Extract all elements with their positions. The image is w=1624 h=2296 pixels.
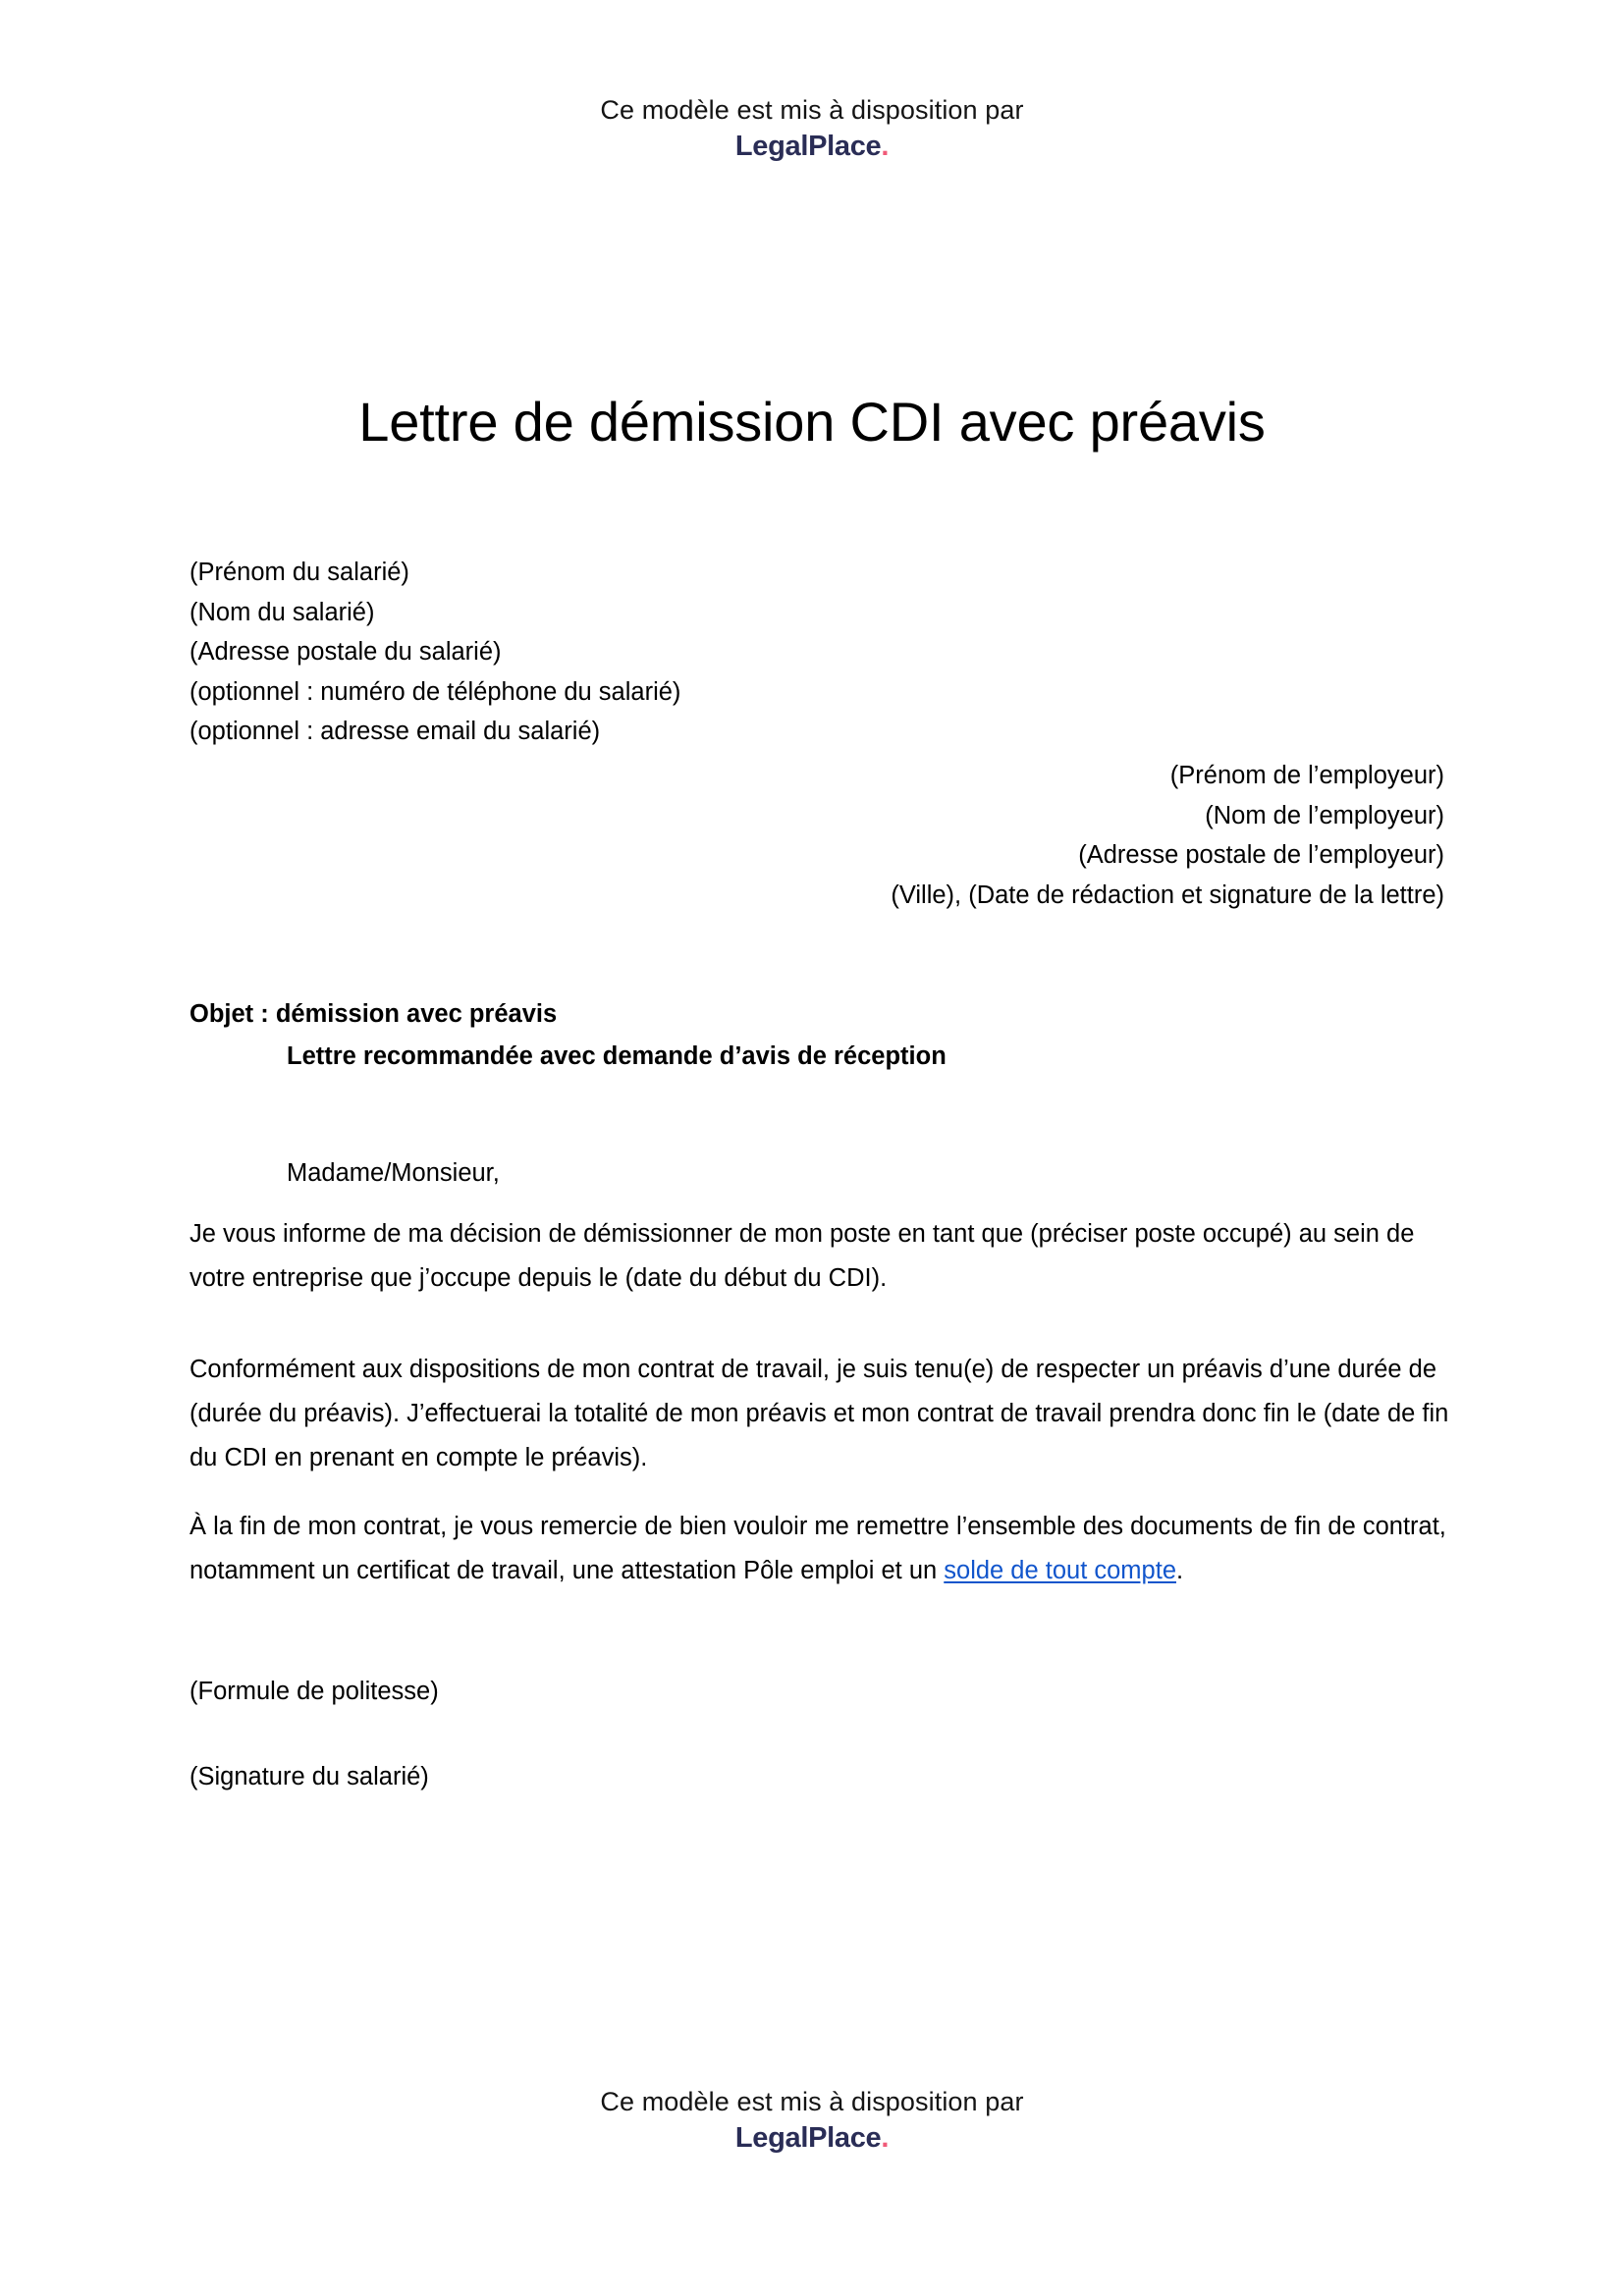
footer-branding: [0, 2084, 1624, 2157]
sender-line-postal-address: (Adresse postale du salarié): [189, 638, 502, 666]
sender-address-block: [189, 553, 680, 752]
subject-block: [189, 993, 947, 1078]
body-paragraph-1: Je vous informe de ma décision de démissionner de mon poste en tant que (préciser poste occupé) au sein de votre entreprise que j’occupe depuis le (date du début du CDI).: [189, 1220, 1415, 1292]
recipient-line-firstname: (Prénom de l’employeur): [1169, 762, 1444, 789]
footer-logo-text: LegalPlace: [734, 2122, 882, 2154]
footer-logo: [0, 2119, 1624, 2157]
recipient-address-block: [891, 756, 1444, 915]
sender-line-firstname: (Prénom du salarié): [189, 559, 409, 586]
closing-signature-placeholder: (Signature du salarié): [189, 1763, 429, 1790]
header-branding: [0, 92, 1624, 165]
page-title: Lettre de démission CDI avec préavis: [358, 391, 1266, 453]
body-paragraph-3-text-before: À la fin de mon contrat, je vous remercie de bien vouloir me remettre l’ensemble des documents de fin de contrat, notamment un certificat de travail, une attestation Pôle emploi et un: [189, 1513, 1446, 1584]
recipient-line-lastname: (Nom de l’employeur): [1205, 801, 1444, 829]
body-paragraph-3-text-after: .: [1176, 1557, 1184, 1584]
sender-line-email: (optionnel : adresse email du salarié): [189, 718, 601, 745]
subject-line-objet: Objet : démission avec préavis: [189, 1000, 558, 1028]
header-logo: [0, 128, 1624, 165]
solde-de-tout-compte-link[interactable]: solde de tout compte: [944, 1557, 1176, 1584]
salutation: Madame/Monsieur,: [287, 1159, 500, 1187]
header-logo-text: LegalPlace: [734, 131, 882, 162]
footer-tagline: Ce modèle est mis à disposition par: [600, 2087, 1024, 2116]
closing-politeness-formula: (Formule de politesse): [189, 1678, 439, 1705]
body-paragraph-3: [189, 1505, 1456, 1593]
footer-logo-dot: .: [881, 2122, 890, 2154]
sender-line-phone: (optionnel : numéro de téléphone du salarié): [189, 677, 681, 706]
sender-line-lastname: (Nom du salarié): [189, 598, 375, 626]
body-paragraph-2: Conformément aux dispositions de mon contrat de travail, je suis tenu(e) de respecter un préavis d’une durée de (durée du préavis). J’effectuerai la totalité de mon préavis et mon contrat de travail prendra donc fin le (date de fin du CDI en prenant en compte le préavis).: [189, 1356, 1449, 1471]
header-logo-dot: .: [881, 131, 890, 162]
recipient-line-city-date: (Ville), (Date de rédaction et signature de la lettre): [891, 881, 1444, 909]
header-tagline: Ce modèle est mis à disposition par: [600, 95, 1024, 125]
subject-line-registered-mail: Lettre recommandée avec demande d’avis de réception: [287, 1042, 947, 1070]
recipient-line-postal-address: (Adresse postale de l’employeur): [1078, 841, 1444, 869]
